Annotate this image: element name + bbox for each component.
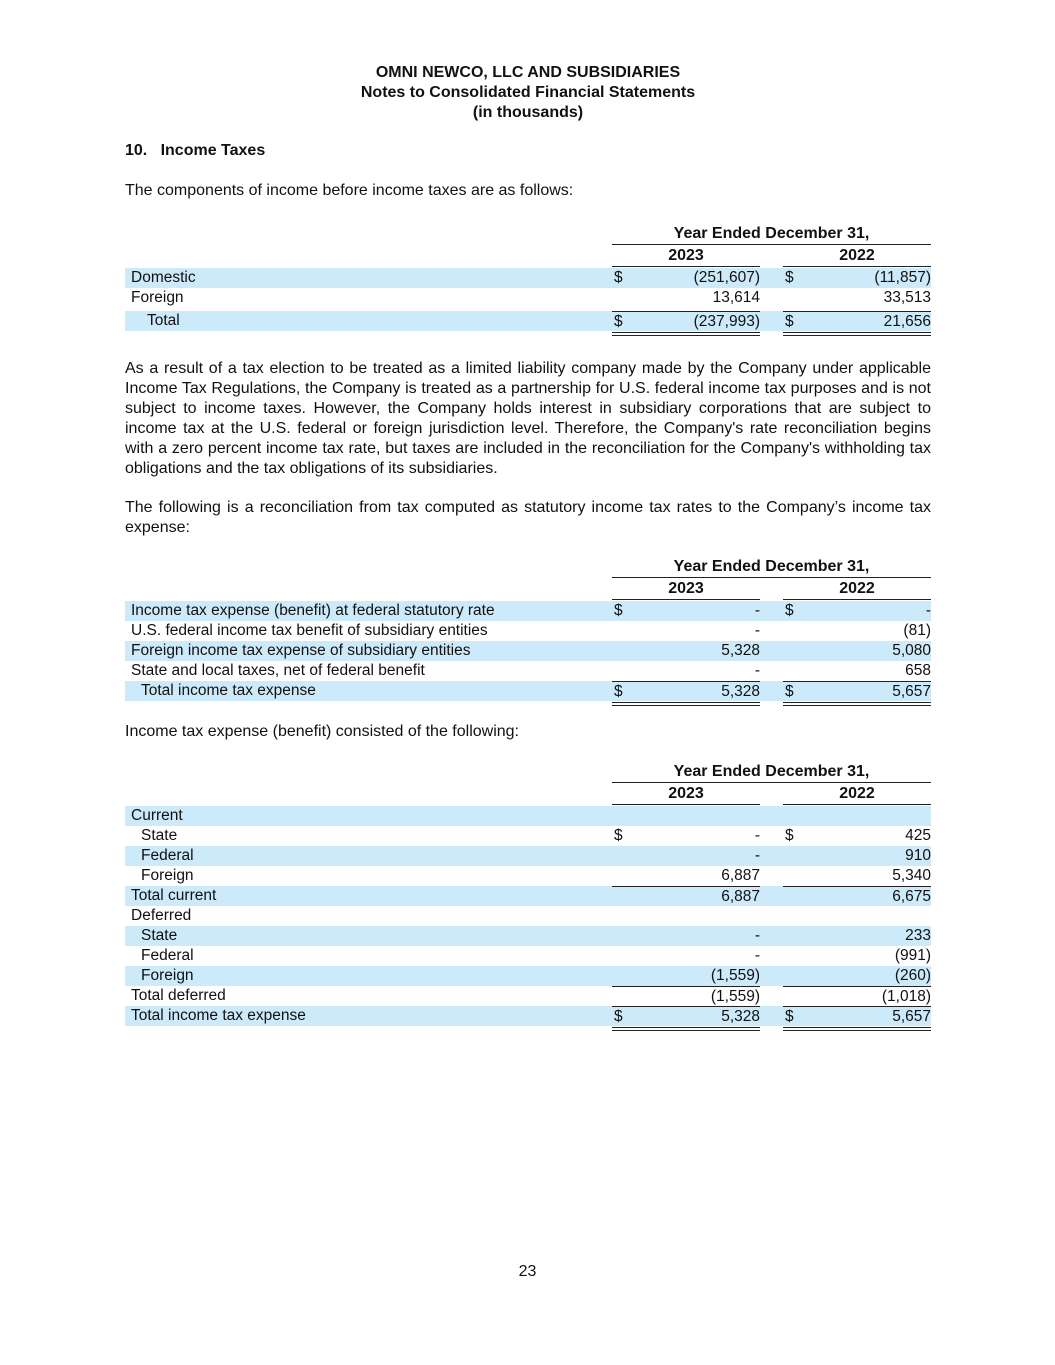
year-header-2022: 2022 [783,784,931,805]
dollar-sign: $ [614,683,623,700]
dollar-sign: $ [614,313,623,330]
row-label: Foreign [141,967,194,984]
row-label: Domestic [131,269,196,286]
value-2022: 5,080 [892,642,931,659]
table-row [125,926,931,946]
table-row [125,621,931,641]
value-2023: - [754,947,760,964]
value-2023: 5,328 [721,642,760,659]
table-row-subtotal [125,886,931,906]
row-label: State [141,927,178,944]
row-label: Total current [131,887,217,904]
expense-components-intro: Income tax expense (benefit) consisted of the following: [125,723,519,740]
value-2023: - [754,927,760,944]
table-row [125,826,931,846]
year-header-2023: 2023 [612,579,760,600]
income-tax-expense-components-table [125,762,931,1026]
row-label: Federal [141,947,194,964]
dollar-sign: $ [614,269,623,286]
value-2022: 21,656 [883,313,931,330]
table-row-total [125,681,931,701]
dollar-sign: $ [785,313,794,330]
row-label: Foreign [141,867,194,884]
value-2023: (251,607) [693,269,760,286]
reconciliation-intro: The following is a reconciliation from tax computed as statutory income tax rates to the Company’s income tax expense: [125,499,931,536]
value-2023: 5,328 [721,683,760,700]
row-label: Total deferred [131,987,226,1004]
year-header-2022: 2022 [783,246,931,267]
value-2022: (991) [894,947,931,964]
section-title: 10. Income Taxes [125,142,266,159]
dollar-sign: $ [785,683,794,700]
table-row [125,268,931,288]
row-label: Federal [141,847,194,864]
table-row-section-deferred [125,906,931,926]
value-2022: (81) [903,622,931,639]
row-label: Total income tax expense [131,1007,306,1024]
dollar-sign: $ [614,827,623,844]
dollar-sign: $ [614,1008,623,1025]
row-label: State [141,827,178,844]
page-number: 23 [518,1263,537,1280]
dollar-sign: $ [614,602,623,619]
value-2023: - [754,662,760,679]
period-header: Year Ended December 31, [612,224,931,245]
intro-components: The components of income before income taxes are as follows: [125,182,574,199]
dollar-sign: $ [785,1008,794,1025]
dollar-sign: $ [785,827,794,844]
value-2023: 6,887 [721,867,760,884]
table-row [125,288,931,308]
value-2022: 5,657 [892,683,931,700]
table-row-section-current [125,806,931,826]
table-row [125,601,931,621]
dollar-sign: $ [785,269,794,286]
dollar-sign: $ [785,602,794,619]
units-note: (in thousands) [472,104,584,121]
year-header-2023: 2023 [612,246,760,267]
table-row [125,846,931,866]
table-row-total [125,1006,931,1026]
value-2022: (11,857) [874,269,931,286]
value-2022: 5,340 [892,867,931,884]
table-row [125,641,931,661]
value-2023: - [754,847,760,864]
row-label: Total [147,312,180,329]
value-2023: 6,887 [721,888,760,905]
value-2023: - [754,827,760,844]
row-label: State and local taxes, net of federal benefit [131,662,425,679]
table-row [125,966,931,986]
value-2023: 13,614 [712,289,760,306]
row-label: Foreign income tax expense of subsidiary entities [131,642,471,659]
value-2022: 658 [905,662,931,679]
row-label: U.S. federal income tax benefit of subsidiary entities [131,622,488,639]
table-row [125,866,931,886]
value-2022: 425 [905,827,931,844]
period-header: Year Ended December 31, [612,762,931,783]
value-2022: - [925,602,931,619]
row-label: Deferred [131,907,192,924]
row-label: Current [131,807,183,824]
row-label: Total income tax expense [141,682,316,699]
period-header: Year Ended December 31, [612,557,931,578]
statement-subtitle: Notes to Consolidated Financial Statements [360,84,696,101]
value-2022: 233 [905,927,931,944]
row-label: Income tax expense (benefit) at federal statutory rate [131,602,495,619]
value-2023: - [754,622,760,639]
table-row-subtotal [125,986,931,1006]
year-header-2023: 2023 [612,784,760,805]
table-row [125,946,931,966]
value-2023: - [754,602,760,619]
value-2022: (1,018) [881,988,931,1005]
row-label: Foreign [131,289,184,306]
value-2022: (260) [894,967,931,984]
value-2023: (1,559) [710,988,760,1005]
company-name: OMNI NEWCO, LLC AND SUBSIDIARIES [375,64,681,81]
income-before-taxes-table [125,224,931,331]
tax-election-paragraph: As a result of a tax election to be treated as a limited liability company made by the Company under applicable Income Tax Regulations, the Company is treated as a partnership for U.S. federal income tax purposes and is not subject to income taxes. However, the Company holds interest in subsidiary corporations that are subject to income tax at the U.S. federal or foreign jurisdiction level. Therefore, the Company's rate reconciliation begins with a zero percent income tax rate, but taxes are included in the reconciliation for the Company's withholding tax obligations and the tax obligations of its subsidiaries. [125,360,931,477]
table-row-total [125,311,931,331]
value-2022: 5,657 [892,1008,931,1025]
value-2023: (237,993) [693,313,760,330]
year-header-2022: 2022 [783,579,931,600]
value-2023: (1,559) [710,967,760,984]
value-2022: 6,675 [892,888,931,905]
rate-reconciliation-table [125,557,931,701]
value-2022: 33,513 [883,289,931,306]
table-row [125,661,931,681]
value-2023: 5,328 [721,1008,760,1025]
value-2022: 910 [905,847,931,864]
